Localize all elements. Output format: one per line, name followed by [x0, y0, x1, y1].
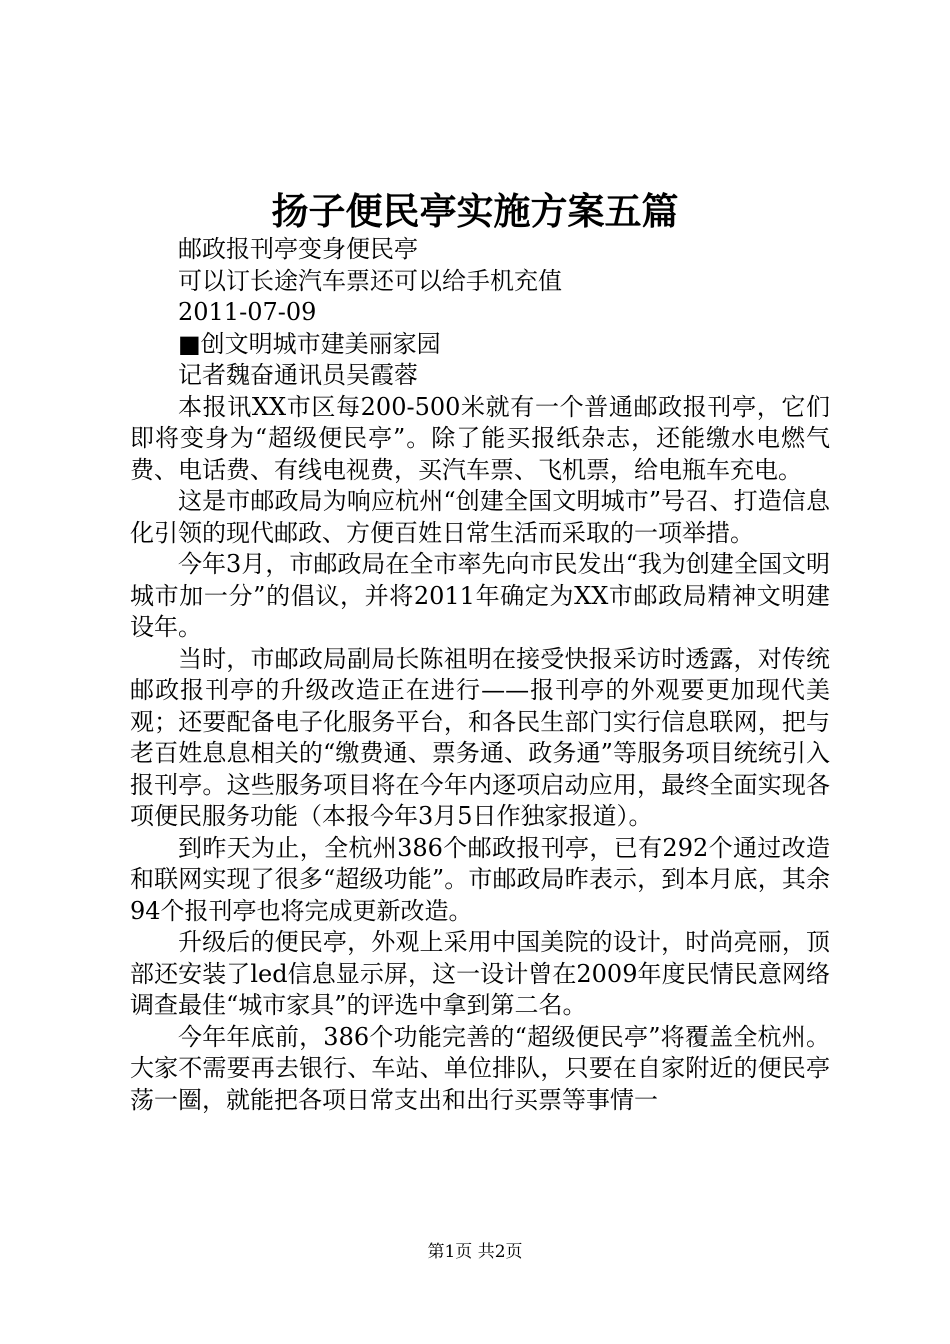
subtitle-line: 邮政报刊亭变身便民亭	[178, 235, 418, 263]
document-body	[130, 234, 830, 1116]
section-label: ■创文明城市建美丽家园	[178, 329, 441, 358]
body-paragraph: 升级后的便民亭，外观上采用中国美院的设计，时尚亮丽，顶部还安装了led信息显示屏，这一设计曾在2009年度民情民意网络调查最佳“城市家具”的评选中拿到第二名。	[130, 928, 830, 1019]
body-paragraph: 今年年底前，386个功能完善的“超级便民亭”将覆盖全杭州。大家不需要再去银行、车站、单位排队，只要在自家附近的便民亭荡一圈，就能把各项日常支出和出行买票等事情一	[130, 1022, 830, 1114]
document-title: 扬子便民亭实施方案五篇	[271, 189, 679, 233]
body-paragraph: 当时，市邮政局副局长陈祖明在接受快报采访时透露，对传统邮政报刊亭的升级改造正在进行——报刊亭的外观要更加现代美观；还要配备电子化服务平台，和各民生部门实行信息联网，把与老百姓息息相关的“缴费通、票务通、政务通”等服务项目统统引入报刊亭。这些服务项目将在今年内逐项启动应用，最终全面实现各项便民服务功能（本报今年3月5日作独家报道）。	[130, 644, 830, 830]
body-paragraph: 到昨天为止，全杭州386个邮政报刊亭，已有292个通过改造和联网实现了很多“超级功能”。市邮政局昨表示，到本月底，其余94个报刊亭也将完成更新改造。	[130, 833, 830, 925]
body-paragraph: 今年3月，市邮政局在全市率先向市民发出“我为创建全国文明城市加一分”的倡议，并将2011年确定为XX市邮政局精神文明建设年。	[130, 550, 830, 641]
subheading-line: 可以订长途汽车票还可以给手机充值	[178, 266, 562, 295]
body-paragraph: 这是市邮政局为响应杭州“创建全国文明城市”号召、打造信息化引领的现代邮政、方便百姓日常生活而采取的一项举措。	[130, 487, 830, 547]
page-number-footer: 第1页 共2页	[427, 1242, 523, 1262]
date-line: 2011-07-09	[178, 298, 317, 326]
body-paragraph: 本报讯XX市区每200-500米就有一个普通邮政报刊亭，它们即将变身为“超级便民亭”。除了能买报纸杂志，还能缴水电燃气费、电话费、有线电视费，买汽车票、飞机票，给电瓶车充电。	[130, 392, 830, 484]
byline: 记者魏奋通讯员吴霞蓉	[178, 361, 418, 389]
